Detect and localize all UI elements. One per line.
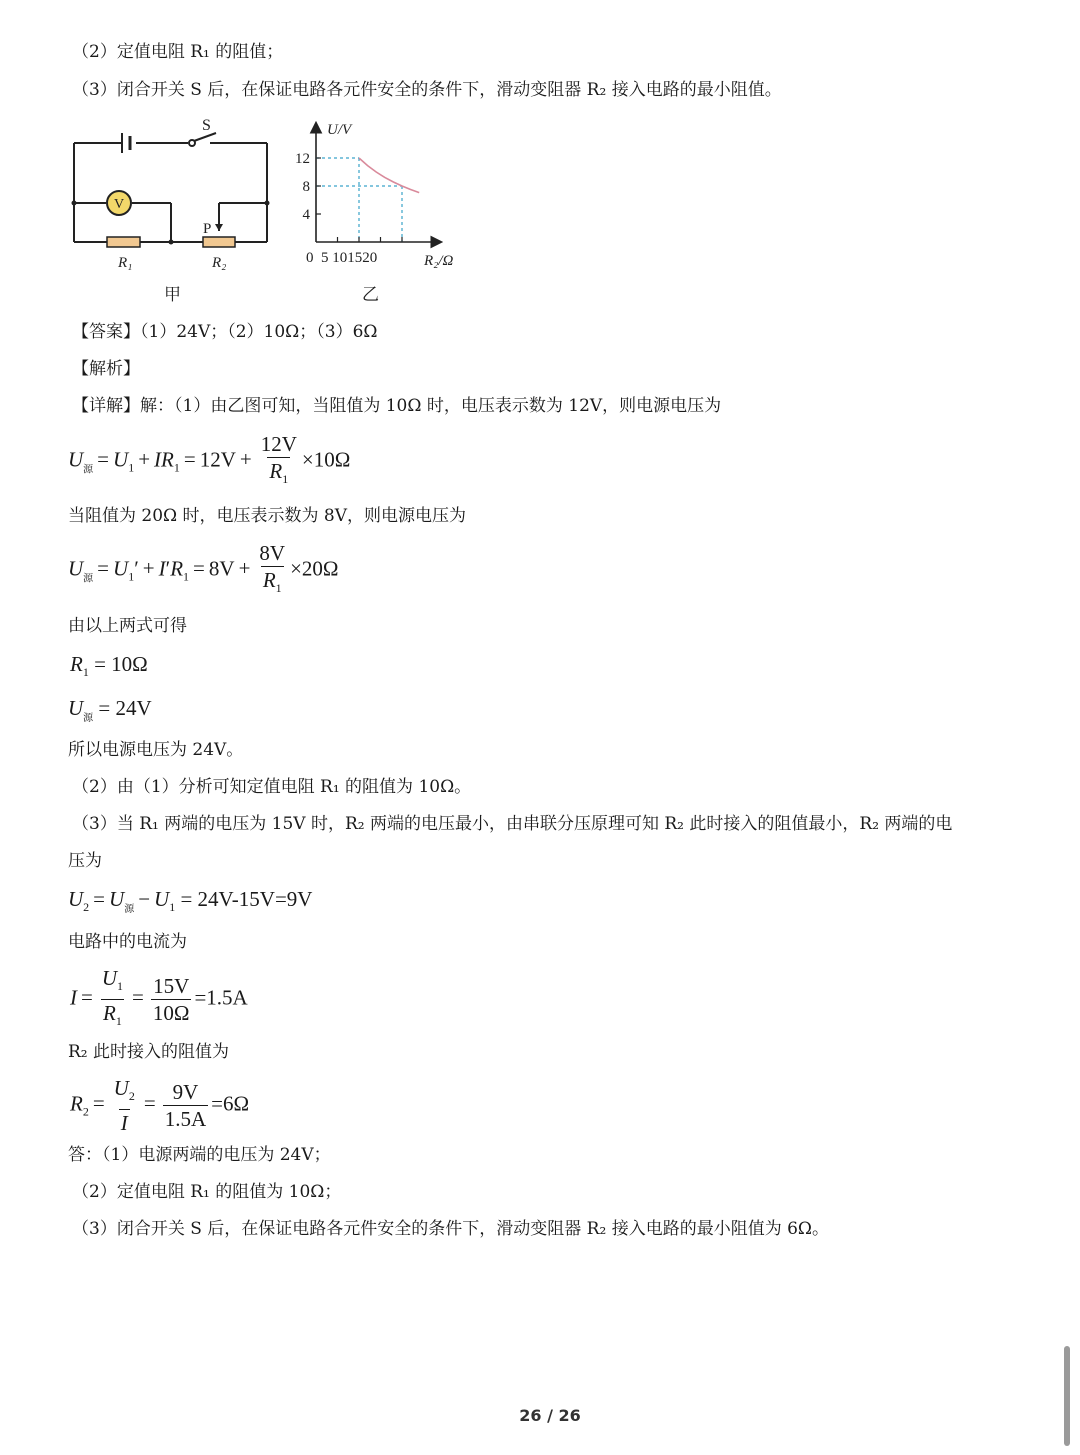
slider-arrow-icon <box>215 224 223 231</box>
detail-intro: 解：（1）由乙图可知，当阻值为 10Ω 时，电压表示数为 12V，则电源电压为 <box>140 396 722 416</box>
paragraph-6: （3）当 R₁ 两端的电压为 15V 时，R₂ 两端的电压最小，由串联分压原理可知 R₂ 此时接入的阻值最小，R₂ 两端的电 <box>72 814 953 834</box>
page-indicator: 26 / 26 <box>519 1406 581 1425</box>
paragraph-4: 所以电源电压为 24V。 <box>68 740 244 760</box>
y-tick-label: 4 <box>302 207 310 223</box>
resistor-r1 <box>107 237 140 247</box>
r2-label: R₂ <box>212 255 227 271</box>
answer-label: 【答案】 <box>72 322 140 342</box>
answer-line <box>72 320 378 344</box>
detail-label: 【详解】 <box>72 396 140 416</box>
eq2-value: 8V <box>208 556 235 581</box>
slider-label: P <box>203 221 212 237</box>
eq4-tail: =1.5A <box>194 985 248 1010</box>
equation-5: $R_2$ = $\frac{U_2}{I}$ = $\frac{9V}{1.5A}$ =6Ω <box>70 1076 250 1135</box>
result-usrc: $U_源 = 24V$ <box>68 696 152 724</box>
conclusion-3: （3）闭合开关 S 后，在保证电路各元件安全的条件下，滑动变阻器 R₂ 接入电路的最小阻值为 6Ω。 <box>72 1219 830 1239</box>
equation-4: I = $\frac{U_1}{R_1}$ = $\frac{15V}{10\Omega}$ =1.5A <box>70 966 248 1033</box>
eq5-tail: =6Ω <box>211 1091 250 1116</box>
meter-label: V <box>113 197 125 212</box>
eq4-denominator: 10Ω <box>152 1001 190 1025</box>
scrollbar-thumb[interactable] <box>1064 1346 1070 1446</box>
eq5-numerator: 9V <box>172 1080 199 1104</box>
paragraph-2: 当阻值为 20Ω 时，电压表示数为 8V，则电源电压为 <box>68 506 467 526</box>
graph-u-vs-r2 <box>285 112 475 312</box>
figure-caption-yi: 乙 <box>362 285 379 305</box>
question-3: （3）闭合开关 S 后，在保证电路各元件安全的条件下，滑动变阻器 R₂ 接入电路的最小阻值。 <box>72 80 782 100</box>
circuit-diagram <box>60 110 290 310</box>
curve-u <box>359 158 419 193</box>
eq4-numerator: 15V <box>153 974 190 998</box>
paragraph-9: R₂ 此时接入的阻值为 <box>68 1042 230 1062</box>
conclusion-1: 答：（1）电源两端的电压为 24V； <box>68 1145 331 1165</box>
y-axis-label: U/V <box>327 122 352 138</box>
eq1-tail: ×10Ω <box>301 447 351 472</box>
equation-2: $U_源 = U_1' + I'R_1 = 8V$ + $\frac{8V}{R_1}$ ×20Ω <box>68 541 339 600</box>
result-r1-value: = 10Ω <box>94 652 148 676</box>
result-usrc-value: = 24V <box>98 696 152 720</box>
result-r1: $R_1 = 10\Omega$ <box>70 652 148 679</box>
switch-label: S <box>202 117 211 134</box>
x-tick-labels: 0 5 101520 <box>306 250 378 266</box>
resistor-r2 <box>203 237 235 247</box>
figure-caption-jia: 甲 <box>164 285 181 305</box>
conclusion-2: （2）定值电阻 R₁ 的阻值为 10Ω； <box>72 1182 342 1202</box>
paragraph-7: 压为 <box>68 851 102 871</box>
y-tick-label: 12 <box>295 151 310 167</box>
r1-label: R₁ <box>118 255 133 271</box>
answer-text: （1）24V；（2）10Ω；（3）6Ω <box>140 322 378 342</box>
voltmeter-icon <box>107 191 131 215</box>
paragraph-5: （2）由（1）分析可知定值电阻 R₁ 的阻值为 10Ω。 <box>72 777 472 797</box>
paragraph-8: 电路中的电流为 <box>68 932 187 952</box>
detail-intro-line <box>72 394 721 418</box>
eq2-numerator: 8V <box>259 541 286 565</box>
eq5-denominator: 1.5A <box>164 1107 207 1131</box>
analysis-label: 【解析】 <box>72 359 140 379</box>
y-tick-label: 8 <box>302 179 310 195</box>
x-axis-label: R₂/Ω <box>424 253 454 269</box>
equation-3: $U_2 = U_源 - U_1 = 24V-15V=9V$ <box>68 887 313 915</box>
paragraph-3: 由以上两式可得 <box>68 616 187 636</box>
eq3-value: = 24V-15V=9V <box>180 887 313 911</box>
eq2-tail: ×20Ω <box>290 556 339 581</box>
eq1-numerator: 12V <box>260 432 297 456</box>
question-2: （2）定值电阻 R₁ 的阻值； <box>72 42 284 62</box>
equation-1: $U_源 = U_1 + IR_1 = 12V$ + $\frac{12V}{R_1}$ ×10Ω <box>68 432 350 491</box>
